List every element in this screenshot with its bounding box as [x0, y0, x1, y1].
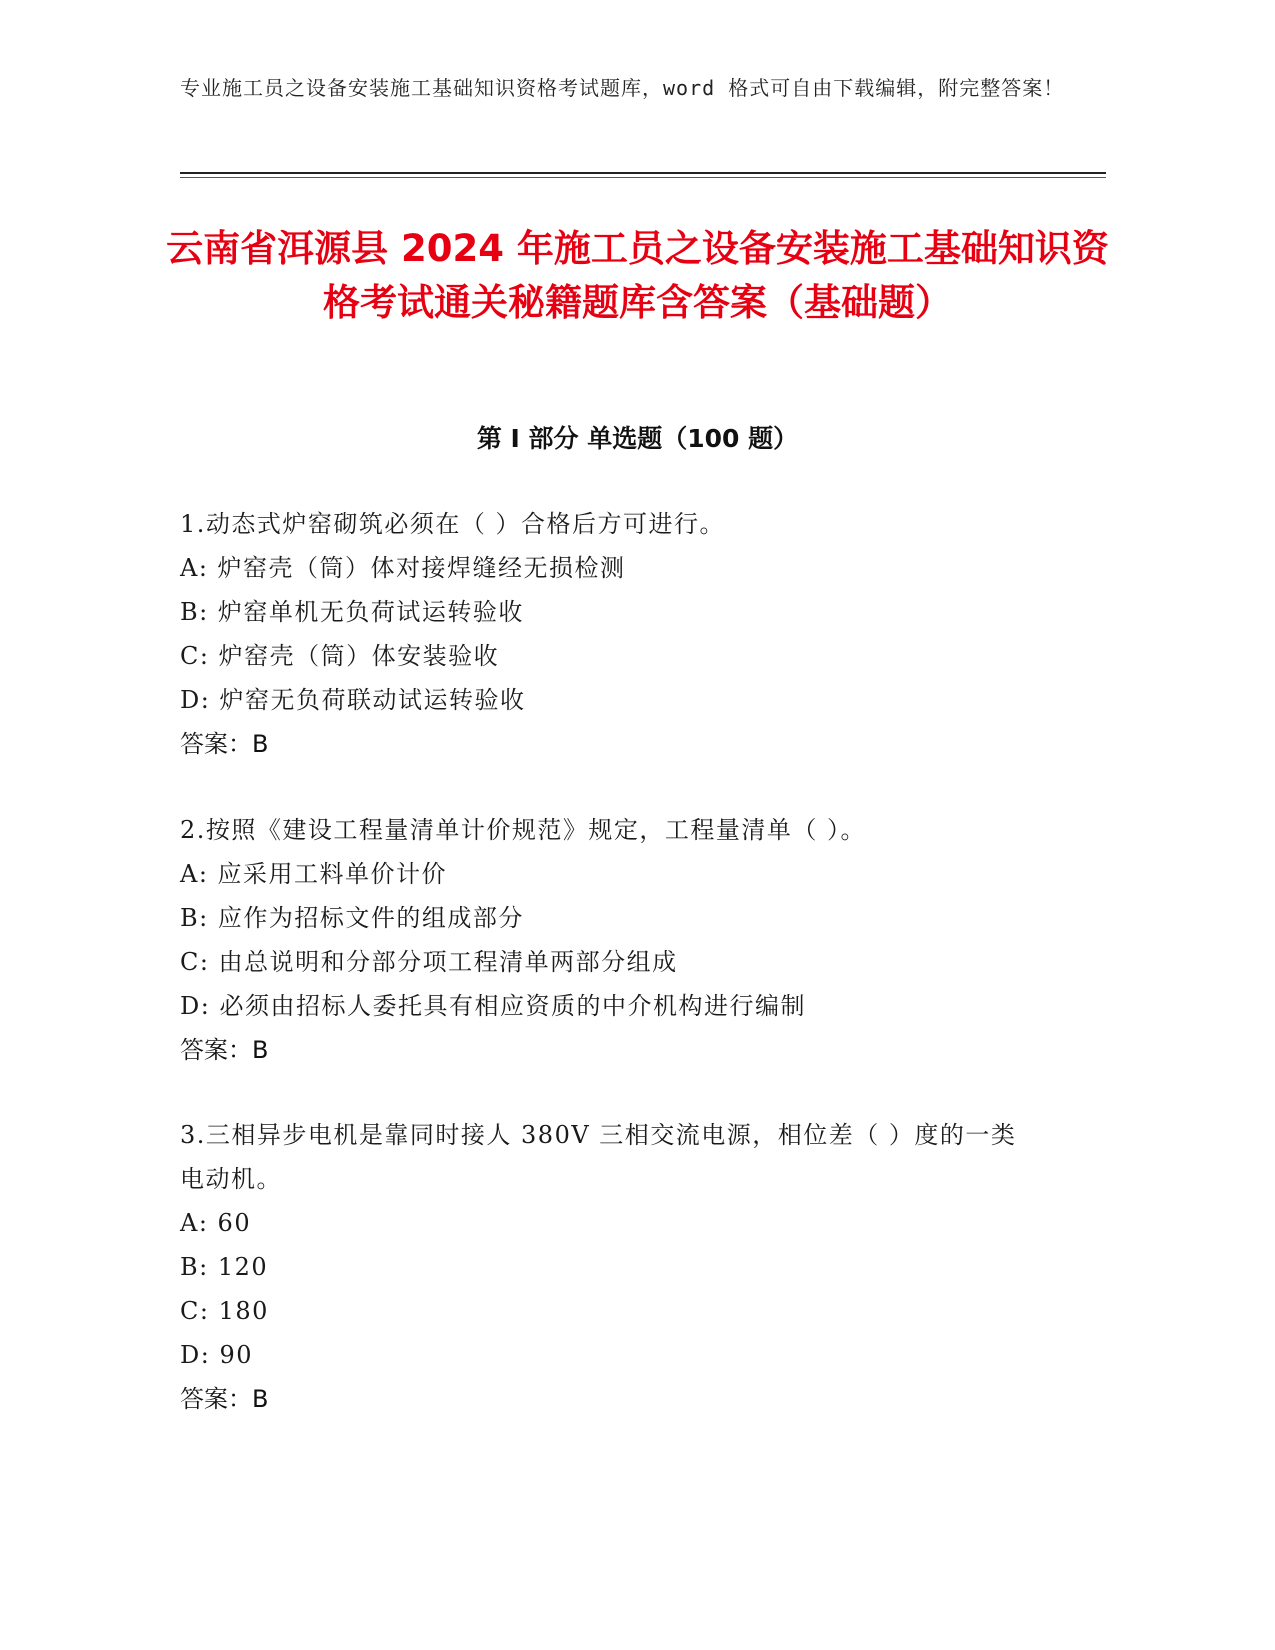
header-rule-thin [180, 177, 1106, 178]
option-a: A: 应采用工料单价计价 [180, 860, 448, 888]
option-c: C: 由总说明和分部分项工程清单两部分组成 [180, 948, 678, 976]
option-c: C: 炉窑壳（筒）体安装验收 [180, 642, 500, 670]
question-stem: 3.三相异步电机是靠同时接人 380V 三相交流电源，相位差（ ）度的一类电动机。 [180, 1121, 1017, 1193]
option-a: A: 60 [180, 1209, 252, 1237]
header-rule-thick [180, 172, 1106, 174]
question-stem: 1.动态式炉窑砌筑必须在（ ）合格后方可进行。 [180, 510, 726, 538]
question-stem: 2.按照《建设工程量清单计价规范》规定，工程量清单（ ）。 [180, 816, 867, 844]
answer: 答案：B [180, 730, 269, 758]
question-1 [180, 502, 1040, 766]
option-b: B: 120 [180, 1253, 269, 1281]
answer: 答案：B [180, 1036, 269, 1064]
option-d: D: 炉窑无负荷联动试运转验收 [180, 686, 526, 714]
document-title: 云南省洱源县 2024 年施工员之设备安装施工基础知识资格考试通关秘籍题库含答案（基础题） [166, 227, 1109, 324]
option-a: A: 炉窑壳（筒）体对接焊缝经无损检测 [180, 554, 626, 582]
question-2 [180, 808, 1040, 1072]
section-heading: 第 I 部分 单选题（100 题） [476, 424, 799, 453]
option-d: D: 必须由招标人委托具有相应资质的中介机构进行编制 [180, 992, 806, 1020]
header-note: 专业施工员之设备安装施工基础知识资格考试题库，word 格式可自由下载编辑，附完整答案！ [180, 76, 1065, 100]
question-3 [180, 1113, 1040, 1421]
option-d: D: 90 [180, 1341, 253, 1369]
option-b: B: 应作为招标文件的组成部分 [180, 904, 524, 932]
option-b: B: 炉窑单机无负荷试运转验收 [180, 598, 524, 626]
option-c: C: 180 [180, 1297, 269, 1325]
answer: 答案：B [180, 1385, 269, 1413]
